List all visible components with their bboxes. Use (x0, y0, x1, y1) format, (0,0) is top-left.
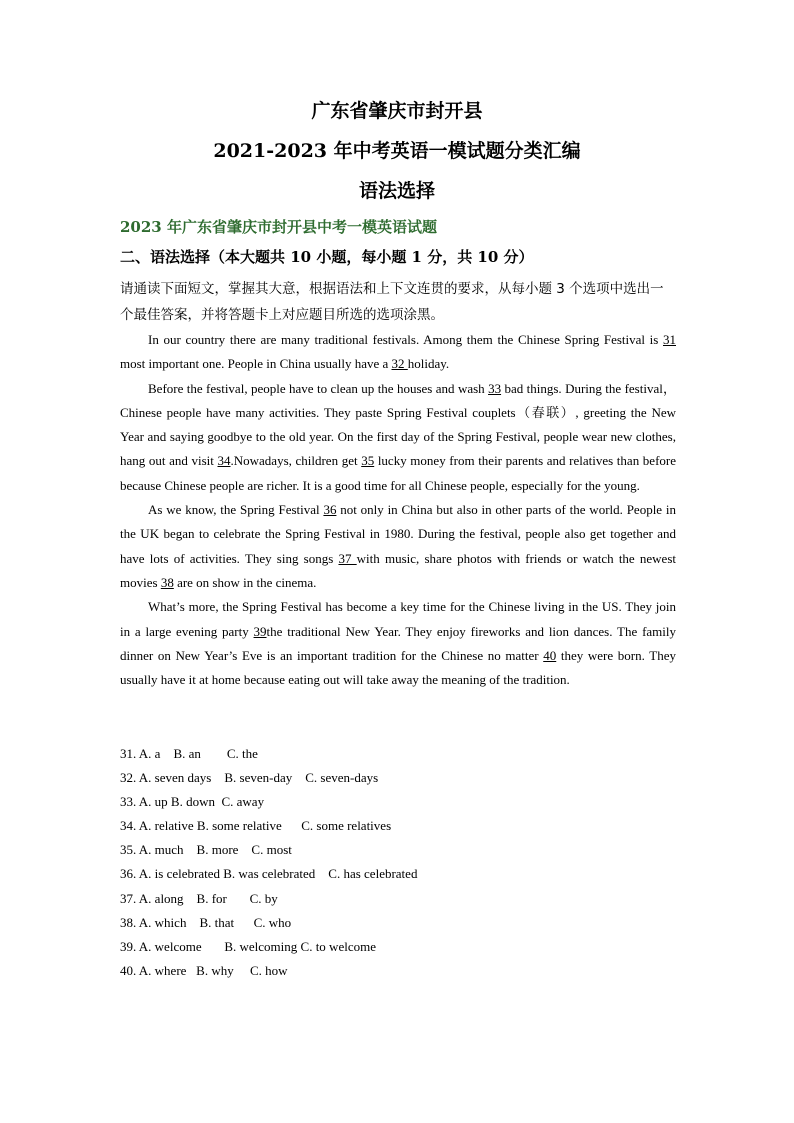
option-row-32: 32. A. seven days B. seven-day C. seven-days (120, 770, 379, 786)
option-row-31: 31. A. a B. an C. the (120, 746, 258, 761)
option-row-40: 40. A. where B. why C. how (120, 962, 288, 978)
blank-31: 31 (663, 332, 676, 347)
passage-paragraph-1: In our country there are many traditional festivals. Among them the Chinese Spring Festival is 31 most important one. People in China usually have a 32 holiday. (120, 332, 676, 372)
blank-36: 36 (323, 502, 337, 518)
blank-40: 40 (543, 647, 557, 663)
blank-32: 32 (391, 356, 408, 372)
document-title-exam: 2021-2023 年中考英语一模试题分类汇编 (213, 140, 581, 162)
instruction-text: 请通读下面短文，掌握其大意，根据语法和上下文连贯的要求，从每小题 3 个选项中选出一个最佳答案，并将答题卡上对应题目所选的选项涂黑。 (120, 281, 664, 323)
passage-paragraph-3: As we know, the Spring Festival 36 not only in China but also in other parts of the world. People in the UK began to celebrate the Spring Festival in 1980. During the festival, people also get together and have lots of activities. They sing songs 37 with music, share photos with friends or watch the newest movies 38 are on show in the cinema. (120, 502, 677, 590)
document-title-region: 广东省肇庆市封开县 (311, 100, 483, 122)
reading-passage (120, 328, 676, 692)
blank-33: 33 (488, 380, 502, 396)
option-row-33: 33. A. up B. down C. away (120, 794, 265, 810)
passage-paragraph-2: Before the festival, people have to clean up the houses and wash 33 bad things. During the festival， Chinese people have many activities. They paste Spring Festival couplets（春联）, greeting the New Year and saying goodbye to the old year. On the first day of the Spring Festival, people wear new clothes, hang out and visit 34.Nowadays, children get 35 lucky money from their parents and relatives than before because Chinese people are richer. It is a good time for all Chinese people, especially for the young. (120, 380, 677, 493)
answer-options (120, 742, 417, 983)
option-row-39: 39. A. welcome B. welcoming C. to welcome (120, 938, 376, 954)
blank-38: 38 (160, 574, 174, 590)
option-row-37: 37. A. along B. for C. by (120, 890, 278, 906)
part-title: 二、语法选择（本大题共 10 小题，每小题 1 分，共 10 分） (120, 248, 534, 266)
option-row-36: 36. A. is celebrated B. was celebrated C. has celebrated (120, 866, 418, 882)
blank-34: 34 (217, 453, 231, 469)
passage-paragraph-4: What’s more, the Spring Festival has become a key time for the Chinese living in the US. They join in a large evening party 39the traditional New Year. They enjoy fireworks and lion dances. The family dinner on New Year’s Eve is an important tradition for the Chinese no matter 40 they were born. They usually have it at home because eating out will take away the meaning of the tradition. (120, 599, 677, 688)
option-row-34: 34. A. relative B. some relative C. some relatives (120, 818, 392, 834)
option-row-35: 35. A. much B. more C. most (120, 842, 292, 858)
option-row-38: 38. A. which B. that C. who (120, 914, 292, 930)
blank-37: 37 (338, 550, 357, 566)
document-title-topic: 语法选择 (358, 180, 435, 202)
section-title: 2023 年广东省肇庆市封开县中考一模英语试题 (120, 218, 437, 236)
blank-35: 35 (361, 453, 375, 469)
blank-39: 39 (253, 623, 267, 639)
